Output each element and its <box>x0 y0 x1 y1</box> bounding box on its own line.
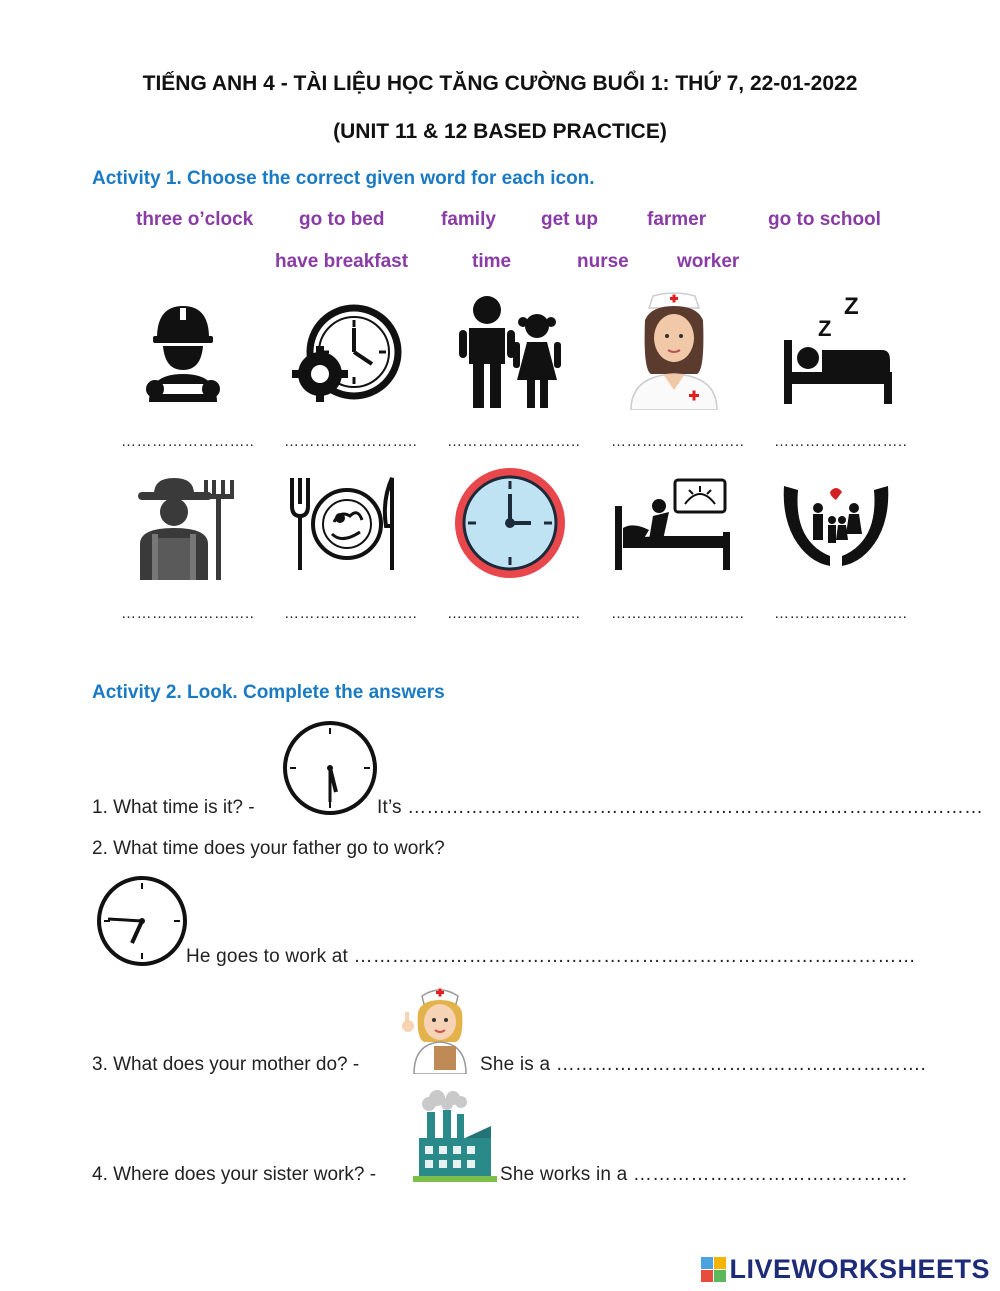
liveworksheets-logo-icon <box>701 1257 727 1283</box>
children-icon <box>455 292 567 410</box>
word-nurse[interactable]: nurse <box>577 251 629 272</box>
brand-name: LIVEWORKSHEETS <box>729 1254 990 1284</box>
answer-blank[interactable]: …………………….. <box>121 433 255 450</box>
answer-line-2[interactable]: He goes to work at ………………………………………………………………….………… <box>186 946 916 967</box>
liveworksheets-logo[interactable] <box>701 1254 990 1285</box>
page-subtitle: (UNIT 11 & 12 BASED PRACTICE) <box>333 120 667 143</box>
time-icon <box>292 300 404 404</box>
question-4: 4. Where does your sister work? - <box>92 1164 377 1185</box>
analog-clock-icon <box>282 720 378 816</box>
question-1: 1. What time is it? - <box>92 797 255 818</box>
breakfast-icon <box>288 474 406 574</box>
question-2: 2. What time does your father go to work? <box>92 838 445 859</box>
question-3: 3. What does your mother do? - <box>92 1054 360 1075</box>
activity2-heading: Activity 2. Look. Complete the answers <box>92 682 445 703</box>
svg-text:Z: Z <box>844 293 859 320</box>
answer-blank[interactable]: …………………….. <box>774 605 908 622</box>
nurse-cartoon-icon <box>400 982 478 1074</box>
page-title: TIẾNG ANH 4 - TÀI LIỆU HỌC TĂNG CƯỜNG BUỔI 1: THỨ 7, 22-01-2022 <box>142 72 858 95</box>
answer-blank[interactable]: …………………….. <box>774 433 908 450</box>
word-have-breakfast[interactable]: have breakfast <box>275 251 409 272</box>
answer-line-3[interactable]: She is a …………………………………………………. <box>480 1054 927 1075</box>
word-three-oclock[interactable]: three o’clock <box>136 209 254 230</box>
family-hands-icon <box>780 476 892 572</box>
answer-line-4[interactable]: She works in a ……………………………………. <box>500 1164 908 1185</box>
answer-blank[interactable]: …………………….. <box>611 605 745 622</box>
answer-blank[interactable]: …………………….. <box>121 605 255 622</box>
get-up-icon <box>613 476 735 572</box>
svg-text:Z: Z <box>818 316 832 341</box>
bed-sleep-icon <box>782 292 894 406</box>
farmer-icon <box>132 474 240 580</box>
word-farmer[interactable]: farmer <box>647 209 707 230</box>
answer-blank[interactable]: …………………….. <box>447 605 581 622</box>
answer-blank[interactable]: …………………….. <box>284 605 418 622</box>
word-go-to-school[interactable]: go to school <box>768 209 881 230</box>
answer-line-1[interactable]: It’s ……………………………………………………………………………… <box>377 797 984 818</box>
analog-clock-icon <box>96 875 188 967</box>
worker-icon <box>125 290 243 408</box>
answer-blank[interactable]: …………………….. <box>284 433 418 450</box>
word-get-up[interactable]: get up <box>541 209 598 230</box>
factory-icon <box>413 1090 497 1184</box>
clock-icon <box>451 464 569 582</box>
answer-blank[interactable]: …………………….. <box>611 433 745 450</box>
word-worker[interactable]: worker <box>677 251 740 272</box>
word-go-to-bed[interactable]: go to bed <box>299 209 385 230</box>
answer-blank[interactable]: …………………….. <box>447 433 581 450</box>
word-family[interactable]: family <box>441 209 496 230</box>
nurse-icon <box>627 290 721 410</box>
activity1-heading: Activity 1. Choose the correct given word for each icon. <box>92 168 595 189</box>
word-time[interactable]: time <box>472 251 512 272</box>
